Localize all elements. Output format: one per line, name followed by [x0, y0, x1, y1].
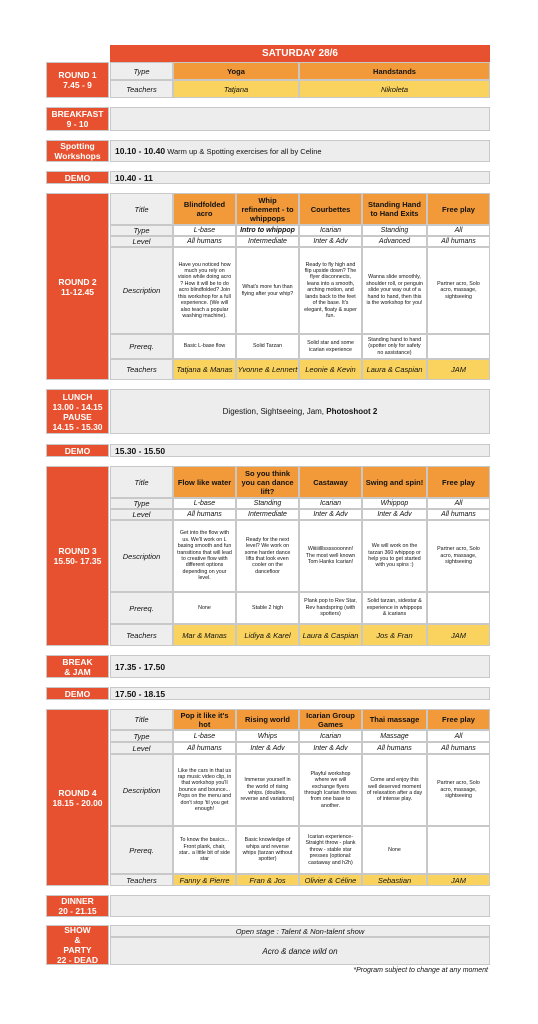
demo-2-label: DEMO	[46, 444, 109, 457]
dinner-bar	[110, 895, 490, 917]
round-2-prereq: Basic L-base flow	[173, 334, 236, 359]
round-4-title: Thai massage	[362, 709, 427, 730]
round-2-prereq	[427, 334, 490, 359]
round-4-teachers: Sebastian	[362, 874, 427, 886]
round-3-title: Free play	[427, 466, 490, 498]
round-2-level-label: Level	[110, 236, 173, 247]
round-2-type: Standing	[362, 225, 427, 236]
round-2-prereq: Solid star and some icarian experience	[299, 334, 362, 359]
round-4-description-label: Description	[110, 754, 173, 826]
round-1-type-yoga: Yoga	[173, 62, 299, 80]
round-3-level: Inter & Adv	[362, 509, 427, 520]
demo-3-time: 17.50 - 18.15	[115, 688, 166, 699]
round-2-prereq-label: Prereq.	[110, 334, 173, 359]
round-3-prereq: Stable 2 high	[236, 592, 299, 624]
round-3-type-label: Type	[110, 498, 173, 509]
round-3-description: Get into the flow with us. We'll work on L basing smooth and fun transitions that will lead to creative flow with different options depending on your level.	[173, 520, 236, 592]
round-3-level-label: Level	[110, 509, 173, 520]
round-1-label: ROUND 1 7.45 - 9	[46, 62, 109, 98]
round-4-prereq: None	[362, 826, 427, 874]
round-3-level: All humans	[427, 509, 490, 520]
footnote: *Program subject to change at any moment	[353, 967, 488, 974]
demo-3-bar	[110, 687, 490, 700]
round-2-type: Icarian	[299, 225, 362, 236]
round-3-teachers: Lidiya & Karel	[236, 624, 299, 646]
round-3-level: Intermediate	[236, 509, 299, 520]
round-3-type: Standing	[236, 498, 299, 509]
round-3-prereq: None	[173, 592, 236, 624]
round-3-title-label: Title	[110, 466, 173, 498]
round-4-prereq: To know the basics... Front plank, chair, star.. a little bit of side star	[173, 826, 236, 874]
round-3-prereq-label: Prereq.	[110, 592, 173, 624]
round-4-title: Pop it like it's hot	[173, 709, 236, 730]
round-3-description: Partner acro, Solo acro, massage, sightseeing	[427, 520, 490, 592]
round-2-teachers: Laura & Caspian	[362, 359, 427, 380]
round-1-type-label: Type	[110, 62, 173, 80]
round-4-teachers: Fanny & Pierre	[173, 874, 236, 886]
breakfast-label: BREAKFAST 9 - 10	[46, 107, 109, 131]
round-4-prereq	[427, 826, 490, 874]
round-4-type-label: Type	[110, 730, 173, 742]
show-acro-dance: Acro & dance wild on	[110, 937, 490, 965]
round-2-teachers: Leonie & Kevin	[299, 359, 362, 380]
round-2-type: All	[427, 225, 490, 236]
round-1-teachers-label: Teachers	[110, 80, 173, 98]
round-3-description: We will work on the tarzan 360 whippop or help you to get started with you spins :)	[362, 520, 427, 592]
round-2-description-label: Description	[110, 247, 173, 334]
round-3-teachers-label: Teachers	[110, 624, 173, 646]
round-3-title: Swing and spin!	[362, 466, 427, 498]
round-2-type: Intro to whippop	[236, 225, 299, 236]
round-4-description: Immerse yourself in the world of rising whips. (doubles, reverse and variations)	[236, 754, 299, 826]
round-2-prereq: Solid Tarzan	[236, 334, 299, 359]
round-2-level: Inter & Adv	[299, 236, 362, 247]
round-2-teachers: JAM	[427, 359, 490, 380]
round-3-description: Ready for the next level? We work on some harder dance lifts that look even cooler on the dancefloor	[236, 520, 299, 592]
round-4-label: ROUND 4 18.15 - 20.00	[46, 709, 109, 886]
show-open-stage: Open stage : Talent & Non-talent show	[110, 925, 490, 937]
round-2-teachers-label: Teachers	[110, 359, 173, 380]
round-2-description: Partner acro, Solo acro, massage, sightseeing	[427, 247, 490, 334]
round-4-teachers: JAM	[427, 874, 490, 886]
round-3-type: L-base	[173, 498, 236, 509]
round-4-type: Whips	[236, 730, 299, 742]
round-2-type: L-base	[173, 225, 236, 236]
round-3-title: Castaway	[299, 466, 362, 498]
round-3-level: All humans	[173, 509, 236, 520]
round-3-prereq: Plank pop to Rev Star, Rev handspring (with spotters)	[299, 592, 362, 624]
round-3-prereq: Solid tarzan, sidestar & experience in whippops & icarians	[362, 592, 427, 624]
round-3-type: Icarian	[299, 498, 362, 509]
round-4-description: Partner acro, Solo acro, massage, sightseeing	[427, 754, 490, 826]
demo-1-time: 10.40 - 11	[115, 172, 153, 183]
break-jam-label: BREAK & JAM	[46, 655, 109, 678]
round-1-teacher-handstands: Nikoleta	[299, 80, 490, 98]
round-2-level: All humans	[173, 236, 236, 247]
round-4-title: Rising world	[236, 709, 299, 730]
spotting-workshops-label: Spotting Workshops	[46, 140, 109, 162]
round-2-title: Standing Hand to Hand Exits	[362, 193, 427, 225]
round-4-level: All humans	[173, 742, 236, 754]
round-4-description: Come and enjoy this well deserved moment of relaxation after a day of intense play.	[362, 754, 427, 826]
round-3-prereq	[427, 592, 490, 624]
spotting-time: 10.10 - 10.40	[115, 146, 166, 156]
round-3-type: Whippop	[362, 498, 427, 509]
round-4-teachers: Olivier & Céline	[299, 874, 362, 886]
round-2-title-label: Title	[110, 193, 173, 225]
round-2-description: What's more fun than flying after your whip?	[236, 247, 299, 334]
round-4-teachers-label: Teachers	[110, 874, 173, 886]
lunch-pause-bar	[110, 389, 490, 434]
round-3-title: So you think you can dance lift?	[236, 466, 299, 498]
demo-2-time: 15.30 - 15.50	[115, 445, 166, 456]
round-4-level: All humans	[362, 742, 427, 754]
round-3-level: Inter & Adv	[299, 509, 362, 520]
round-2-level: Intermediate	[236, 236, 299, 247]
round-4-prereq: Basic knowledge of whips and reverse whips (tarzan without spotter)	[236, 826, 299, 874]
round-4-type: All	[427, 730, 490, 742]
lunch-text-bold: Photoshoot 2	[326, 407, 378, 416]
round-2-title: Whip refinement - to whippops	[236, 193, 299, 225]
round-3-teachers: Mar & Manas	[173, 624, 236, 646]
round-2-description: Wanna slide smoothly, shoulder roll, or penguin slide your way out of a hand to hand, then this is the workshop for you!	[362, 247, 427, 334]
round-2-title: Free play	[427, 193, 490, 225]
round-2-teachers: Tatjana & Manas	[173, 359, 236, 380]
spotting-text: Warm up & Spotting exercises for all by Celine	[165, 146, 322, 156]
round-4-description: Playful workshop where we will exchange flyers through Icarian throws from one base to another.	[299, 754, 362, 826]
round-4-teachers: Fran & Jos	[236, 874, 299, 886]
round-2-title: Courbettes	[299, 193, 362, 225]
round-4-type: L-base	[173, 730, 236, 742]
breakfast-bar	[110, 107, 490, 131]
round-3-teachers: Jos & Fran	[362, 624, 427, 646]
round-4-title-label: Title	[110, 709, 173, 730]
round-4-title: Icarian Group Games	[299, 709, 362, 730]
round-2-level: All humans	[427, 236, 490, 247]
round-4-level-label: Level	[110, 742, 173, 754]
lunch-pause-label: LUNCH 13.00 - 14.15 PAUSE 14.15 - 15.30	[46, 389, 109, 434]
demo-2-bar	[110, 444, 490, 457]
round-4-prereq: Icarian experience- Straight throw - plank throw - stable star presses (optional: castaway and h2h)	[299, 826, 362, 874]
round-4-title: Free play	[427, 709, 490, 730]
demo-1-label: DEMO	[46, 171, 109, 184]
round-3-description-label: Description	[110, 520, 173, 592]
round-4-type: Icarian	[299, 730, 362, 742]
spotting-workshops-bar	[110, 140, 490, 162]
round-4-type: Massage	[362, 730, 427, 742]
demo-1-bar	[110, 171, 490, 184]
round-2-title: Blindfolded acro	[173, 193, 236, 225]
day-title: SATURDAY 28/6	[110, 45, 490, 62]
round-3-label: ROUND 3 15.50- 17.35	[46, 466, 109, 646]
round-3-teachers: JAM	[427, 624, 490, 646]
break-jam-bar	[110, 655, 490, 678]
lunch-text: Digestion, Sightseeing, Jam,	[222, 407, 327, 416]
break-jam-time: 17.35 - 17.50	[115, 661, 166, 672]
round-1-type-handstands: Handstands	[299, 62, 490, 80]
round-3-title: Flow like water	[173, 466, 236, 498]
round-1-teacher-yoga: Tatjana	[173, 80, 299, 98]
round-4-level: All humans	[427, 742, 490, 754]
round-4-prereq-label: Prereq.	[110, 826, 173, 874]
round-2-description: Have you noticed how much you rely on vision while doing acro ? How it will be to do acro blindfolded? Join this workshop for a full experience. (We will also teach a popular washing machine).	[173, 247, 236, 334]
round-2-level: Advanced	[362, 236, 427, 247]
dinner-label: DINNER 20 - 21.15	[46, 895, 109, 917]
round-2-teachers: Yvonne & Lennert	[236, 359, 299, 380]
round-2-label: ROUND 2 11-12.45	[46, 193, 109, 380]
demo-3-label: DEMO	[46, 687, 109, 700]
round-4-level: Inter & Adv	[236, 742, 299, 754]
round-2-type-label: Type	[110, 225, 173, 236]
round-4-level: Inter & Adv	[299, 742, 362, 754]
round-3-description: Wiiiiiilllssssooonnn! The most well known Tom Hanks Icarian!	[299, 520, 362, 592]
show-party-label: SHOW & PARTY 22 - DEAD	[46, 925, 109, 965]
round-3-type: All	[427, 498, 490, 509]
round-3-teachers: Laura & Caspian	[299, 624, 362, 646]
round-2-description: Ready to fly high and flip upside down? The flyer disconnects, leans into a smooth, arching motion, and lands back to the feet of the base. It's elegant, floaty & super fun.	[299, 247, 362, 334]
round-2-prereq: Standing hand to hand (spotter only for safety no assistance)	[362, 334, 427, 359]
round-4-description: Like the cars in that us rap music video clip, in that workshop you'll bounce and bounce... Pops on the menu and don't stop 'til you get enough!	[173, 754, 236, 826]
